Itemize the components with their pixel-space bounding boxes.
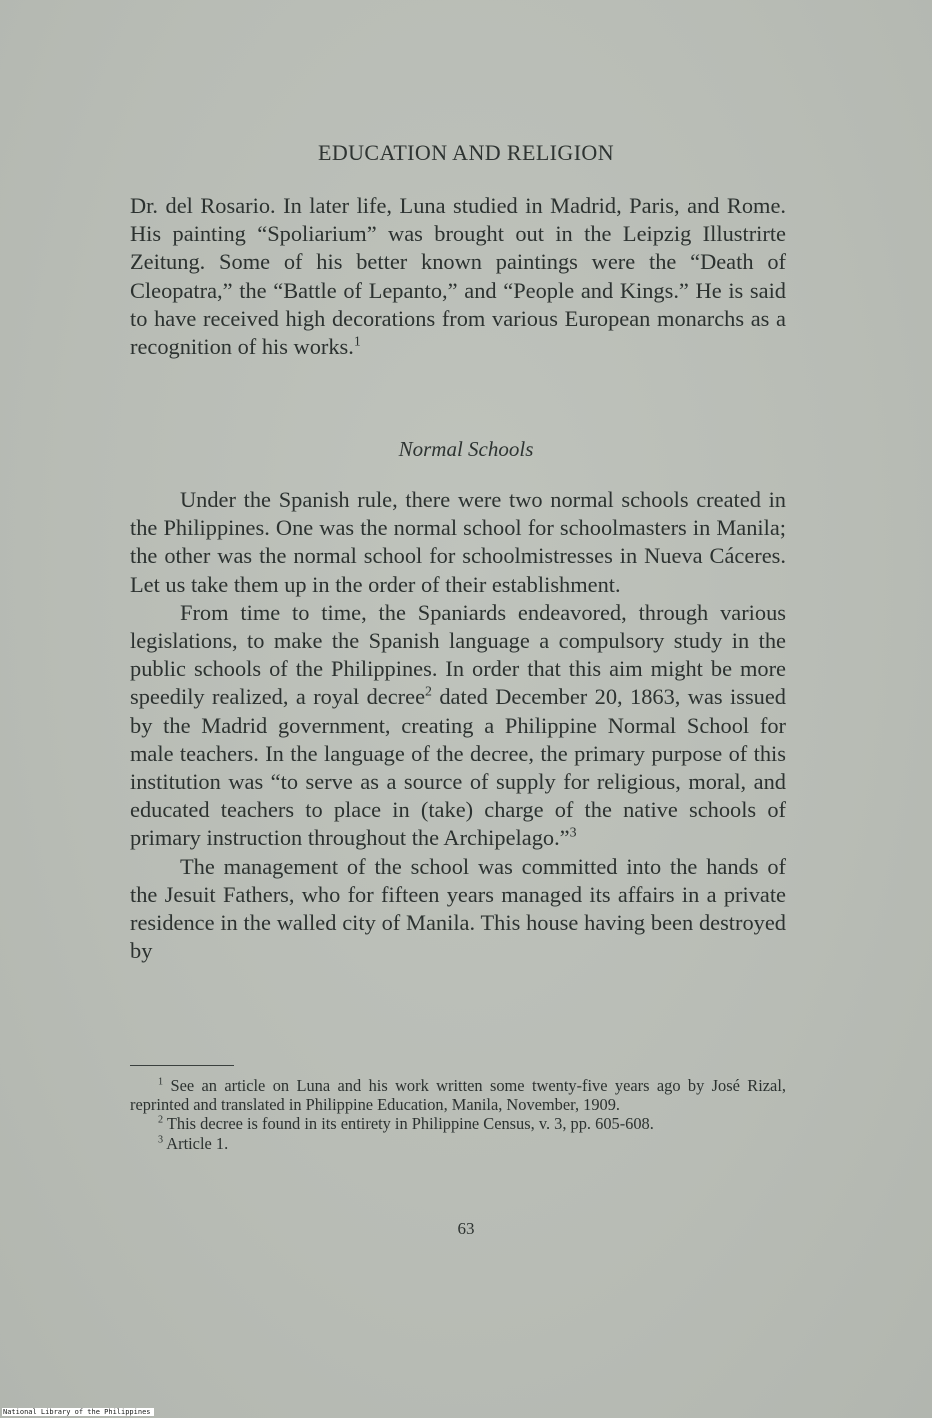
- footnote-ref-3: 3: [569, 825, 577, 841]
- footnote-ref-2: 2: [425, 684, 432, 700]
- section-title: Normal Schools: [398, 437, 534, 461]
- intro-paragraph-block: [130, 192, 786, 361]
- footnote: [130, 1114, 786, 1133]
- section-body: [130, 486, 786, 965]
- running-head: EDUCATION AND RELIGION: [318, 140, 614, 165]
- body-paragraph: The management of the school was committed into the hands of the Jesuit Fathers, who for fifteen years managed its affairs in a private residence in the walled city of Manila. This house having been destroyed by: [130, 853, 786, 964]
- body-paragraph: [130, 599, 786, 853]
- footnotes: [130, 1076, 786, 1153]
- page-number: 63: [457, 1219, 475, 1238]
- footnote-ref-1: 1: [353, 334, 361, 350]
- paragraph-text-part: From time to time, the Spaniards endeavored, through various legislations, to make the Spanish language a compulsory study in the public schools of the Philippines. In order that this aim might be more speedily realized, a royal decree: [130, 599, 786, 710]
- footnote-text: This decree is found in its entirety in Philippine Census, v. 3, pp. 605-608.: [166, 1114, 654, 1134]
- footnote-number: 1: [158, 1076, 164, 1088]
- footnote-text: See an article on Luna and his work written some twenty-five years ago by José Rizal, reprinted and translated in Philippine Education, Manila, November, 1909.: [130, 1076, 786, 1115]
- intro-paragraph: [130, 192, 786, 361]
- footnote-divider: [130, 1065, 234, 1066]
- footnote: [130, 1134, 786, 1153]
- scan-credit: National Library of the Philippines: [2, 1408, 154, 1416]
- body-paragraph: Under the Spanish rule, there were two normal schools created in the Philippines. One was the normal school for schoolmasters in Manila; the other was the normal school for schoolmistresses in Nueva Cáceres. Let us take them up in the order of their establishment.: [130, 487, 786, 597]
- paragraph-text-part: dated December 20, 1863, was issued by the Madrid government, creating a Philippine Normal School for male teachers. In the language of the decree, the primary purpose of this institution was “to serve as a source of supply for religious, moral, and educated teachers to place in (take) charge of the native schools of primary instruction throughout the Archipelago.”: [130, 684, 786, 851]
- footnote-number: 2: [158, 1114, 164, 1126]
- footnote: [130, 1076, 786, 1114]
- footnote-number: 3: [158, 1134, 164, 1146]
- footnote-text: Article 1.: [166, 1133, 229, 1153]
- intro-paragraph-text: Dr. del Rosario. In later life, Luna studied in Madrid, Paris, and Rome. His painting “Spoliarium” was brought out in the Leipzig Illustrirte Zeitung. Some of his better known paintings were the “Death of Cleopatra,” the “Battle of Lepanto,” and “People and Kings.” He is said to have received high decorations from various European monarchs as a recognition of his works.: [130, 193, 786, 360]
